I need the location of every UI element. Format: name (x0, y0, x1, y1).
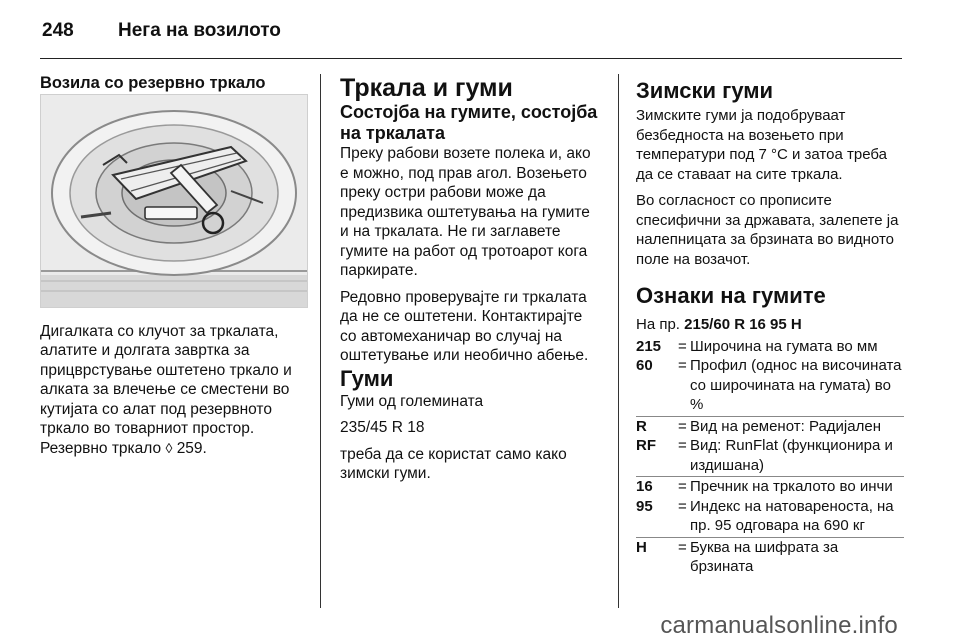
marking-description: Пречник на тркалото во инчи (690, 478, 893, 495)
table-row (636, 497, 904, 536)
marking-description: Профил (однос на височината со широчината на гумата) во % (690, 357, 902, 413)
page-header-title: Нега на возилото (118, 20, 281, 41)
winter-tyres-paragraph-1: Зимските гуми ја подобруваат безбедноста на возењето при температури под 7 °C и затоа треба да се ставаат на сите тркала. (636, 107, 887, 183)
marking-code: 60 (636, 357, 653, 374)
marking-equals: = (678, 478, 687, 495)
table-row (636, 477, 904, 497)
table-row (636, 356, 904, 415)
section-heading-spare-wheel: Возила со резервно тркало (40, 74, 266, 92)
marking-code: 16 (636, 478, 653, 495)
marking-description: Буква на шифрата за брзината (690, 538, 839, 575)
tyre-condition-paragraph-1: Преку рабови возете полека и, ако е можно, под прав агол. Возењето преку остри рабови може да предизвика оштетувања на гумите и на тркалата. Не ги заглавете гумите на работ од тротоарот кога паркирате. (340, 145, 591, 279)
header-rule (40, 58, 902, 59)
marking-code: H (636, 538, 647, 556)
table-row (636, 436, 904, 475)
tyre-marking-example (636, 315, 904, 335)
column-divider-right (618, 74, 619, 608)
section-heading-tyre-markings: Ознаки на гумите (636, 283, 826, 308)
marking-equals: = (678, 357, 687, 374)
column-divider-left (320, 74, 321, 608)
marking-description: Вид на ременот: Радијален (690, 417, 881, 435)
marking-equals: = (678, 417, 687, 435)
marking-equals: = (678, 337, 687, 355)
example-code: 215/60 R 16 95 H (684, 316, 802, 333)
section-heading-winter-tyres: Зимски гуми (636, 78, 774, 103)
spare-wheel-caption: Дигалката со клучот за тркалата, алатите и долгата завртка за прицврстување оштетено тркало и алката за влечење се сместени во кутијата со алат под резервното тркало во товарниот простор. (40, 322, 292, 437)
tyres-size-intro: Гуми од големината (340, 392, 484, 410)
table-row (636, 538, 904, 577)
table-row (636, 417, 904, 437)
marking-equals: = (678, 497, 687, 515)
marking-code: 215 (636, 337, 662, 355)
example-prefix: На пр. (636, 316, 680, 333)
marking-description: Индекс на натовареноста, на пр. 95 одговара на 690 кг (690, 497, 894, 534)
winter-tyres-paragraph-2: Во согласност со прописите спесифични за државата, залепете ја налепницата за брзината во видното поле на возачот. (636, 192, 899, 268)
marking-equals: = (678, 437, 687, 454)
middle-column (340, 74, 602, 484)
reference-page[interactable]: 259. (176, 439, 207, 457)
marking-equals: = (678, 538, 687, 556)
table-row (636, 337, 904, 357)
page-reference-icon: ◊ (165, 439, 173, 456)
section-title-wheels-tyres: Тркала и гуми (340, 74, 513, 102)
tyres-winter-only-note: треба да се користат само како зимски гуми. (340, 445, 567, 482)
tyre-markings-table (636, 337, 904, 577)
marking-description: Широчина на гумата во мм (690, 337, 878, 355)
section-heading-tyres: Гуми (340, 365, 394, 391)
reference-label: Резервно тркало (40, 439, 162, 457)
marking-code: R (636, 417, 647, 435)
marking-code: RF (636, 437, 656, 454)
spare-wheel-illustration (40, 94, 308, 308)
left-column (40, 74, 306, 458)
marking-code: 95 (636, 497, 653, 515)
page-number: 248 (42, 20, 74, 41)
subheading-tyre-condition: Состојба на гумите, состојба на тркалата (340, 102, 598, 143)
tyres-size-value: 235/45 R 18 (340, 419, 425, 436)
marking-description: Вид: RunFlat (функционира и издишана) (690, 437, 893, 474)
tyre-condition-paragraph-2: Редовно проверувајте ги тркалата да не се оштетени. Контактирајте со автомеханичар во случај на оштетување или необично абење. (340, 288, 589, 364)
right-column (636, 74, 904, 577)
watermark-text: carmanualsonline.info (660, 612, 898, 639)
spare-wheel-reference (40, 439, 306, 459)
